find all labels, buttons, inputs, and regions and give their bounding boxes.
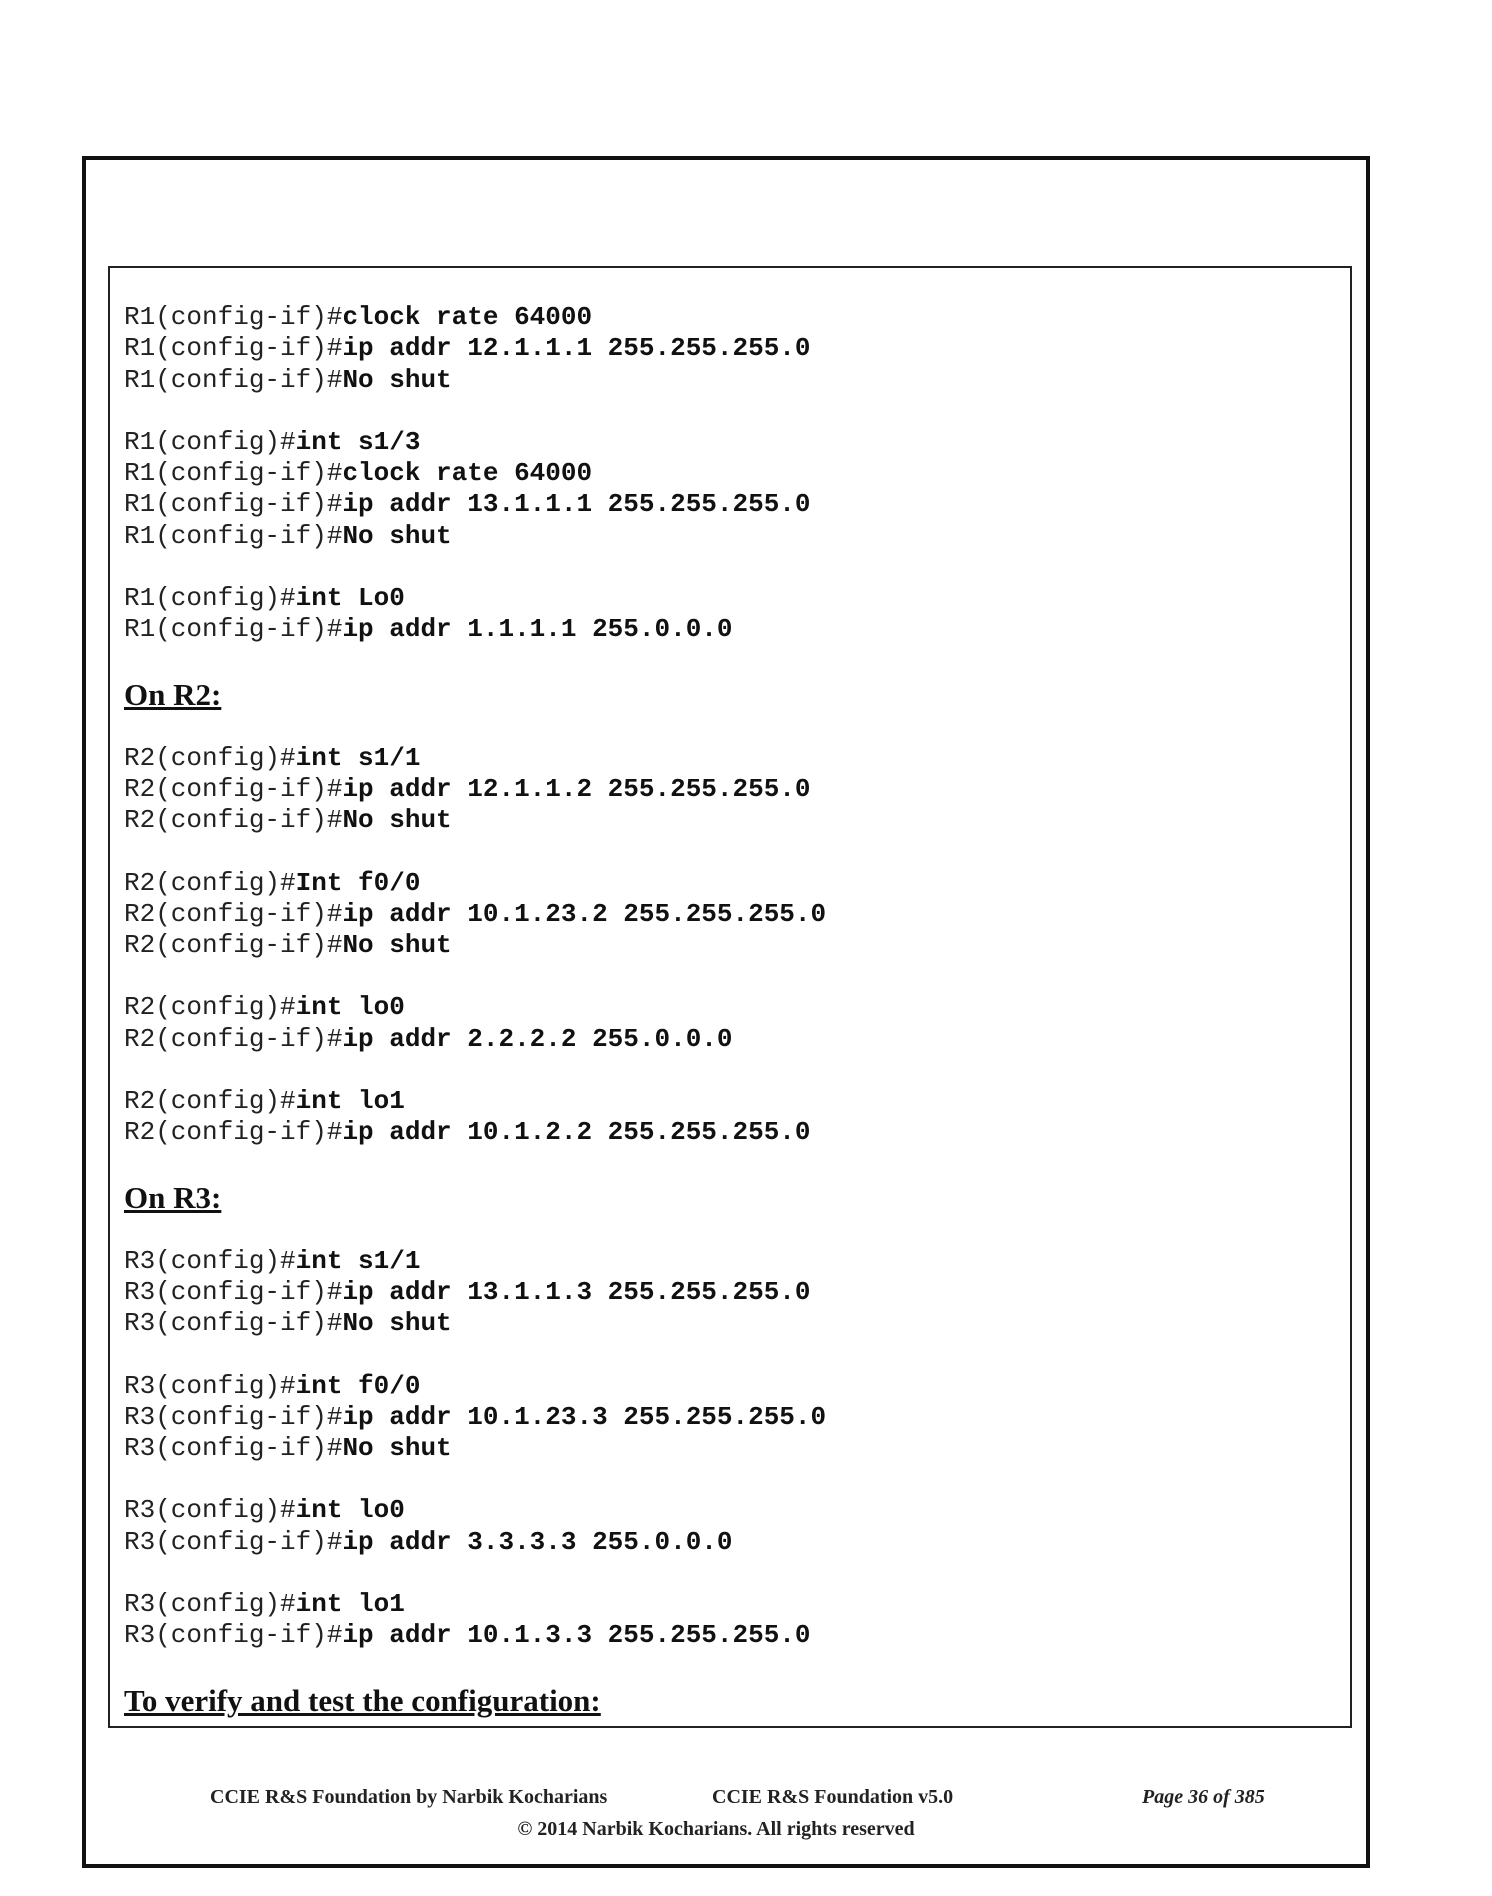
cli-command: ip addr 2.2.2.2 255.0.0.0 <box>342 1023 733 1054</box>
cli-prompt: R3(config-if)# <box>124 1620 343 1651</box>
cli-prompt: R2(config)# <box>124 742 296 773</box>
code-line <box>124 1277 1340 1308</box>
cli-prompt: R3(config)# <box>124 1370 296 1401</box>
section-heading: On R2: <box>124 676 222 712</box>
code-line <box>124 1086 1340 1117</box>
code-block <box>124 1246 1340 1340</box>
content-box <box>108 266 1352 1728</box>
code-line <box>124 614 1340 645</box>
cli-prompt: R3(config-if)# <box>124 1276 343 1307</box>
code-block <box>124 302 1340 396</box>
code-line <box>124 1495 1340 1526</box>
cli-command: int s1/3 <box>295 426 421 457</box>
cli-command: int s1/1 <box>295 1245 421 1276</box>
code-block <box>124 583 1340 646</box>
section-heading: To verify and test the configuration: <box>124 1682 601 1718</box>
cli-command: ip addr 12.1.1.1 255.255.255.0 <box>342 333 811 364</box>
footer-page-number: Page 36 of 385 <box>1142 1786 1265 1808</box>
code-block <box>124 868 1340 962</box>
code-block <box>124 1086 1340 1149</box>
cli-prompt: R3(config-if)# <box>124 1401 343 1432</box>
code-line <box>124 1246 1340 1277</box>
code-block <box>124 1495 1340 1558</box>
code-line <box>124 930 1340 961</box>
footer-copyright: © 2014 Narbik Kocharians. All rights reserved <box>517 1818 915 1840</box>
code-line <box>124 489 1340 520</box>
code-line <box>124 992 1340 1023</box>
cli-prompt: R2(config-if)# <box>124 1023 343 1054</box>
cli-command: ip addr 1.1.1.1 255.0.0.0 <box>342 614 733 645</box>
code-line <box>124 302 1340 333</box>
code-line <box>124 458 1340 489</box>
code-line <box>124 1589 1340 1620</box>
cli-command: Int f0/0 <box>295 867 421 898</box>
code-line <box>124 1117 1340 1148</box>
code-line <box>124 1433 1340 1464</box>
cli-command: ip addr 13.1.1.3 255.255.255.0 <box>342 1276 811 1307</box>
cli-prompt: R2(config-if)# <box>124 1117 343 1148</box>
cli-command: No shut <box>342 805 452 836</box>
cli-prompt: R2(config)# <box>124 1086 296 1117</box>
code-line <box>124 1308 1340 1339</box>
document-content <box>124 302 1340 1728</box>
code-block <box>124 1589 1340 1652</box>
footer-row <box>82 1786 1370 1814</box>
footer-version: CCIE R&S Foundation v5.0 <box>712 1786 954 1808</box>
code-block <box>124 427 1340 552</box>
code-line <box>124 583 1340 614</box>
cli-prompt: R1(config-if)# <box>124 458 343 489</box>
code-line <box>124 899 1340 930</box>
code-line <box>124 521 1340 552</box>
cli-prompt: R1(config-if)# <box>124 520 343 551</box>
cli-command: int lo0 <box>295 1495 405 1526</box>
code-line <box>124 333 1340 364</box>
code-line <box>124 1402 1340 1433</box>
cli-command: ip addr 13.1.1.1 255.255.255.0 <box>342 489 811 520</box>
cli-command: ip addr 10.1.2.2 255.255.255.0 <box>342 1117 811 1148</box>
cli-command: clock rate 64000 <box>342 302 593 332</box>
code-line <box>124 743 1340 774</box>
cli-command: No shut <box>342 1433 452 1464</box>
cli-command: int s1/1 <box>295 742 421 773</box>
cli-command: No shut <box>342 930 452 961</box>
cli-prompt: R1(config-if)# <box>124 489 343 520</box>
code-line <box>124 1024 1340 1055</box>
cli-prompt: R1(config-if)# <box>124 302 343 332</box>
code-line <box>124 774 1340 805</box>
code-block <box>124 1371 1340 1465</box>
cli-command: int lo0 <box>295 992 405 1023</box>
cli-prompt: R1(config-if)# <box>124 614 343 645</box>
code-line <box>124 868 1340 899</box>
section-heading: On R3: <box>124 1179 222 1215</box>
cli-prompt: R2(config)# <box>124 992 296 1023</box>
cli-prompt: R3(config-if)# <box>124 1433 343 1464</box>
cli-command: No shut <box>342 520 452 551</box>
cli-command: ip addr 3.3.3.3 255.0.0.0 <box>342 1526 733 1557</box>
cli-prompt: R2(config-if)# <box>124 930 343 961</box>
cli-command: ip addr 10.1.23.2 255.255.255.0 <box>342 898 827 929</box>
cli-prompt: R3(config-if)# <box>124 1308 343 1339</box>
footer-book-title: CCIE R&S Foundation by Narbik Kocharians <box>210 1786 608 1808</box>
cli-command: clock rate 64000 <box>342 458 593 489</box>
code-line <box>124 1371 1340 1402</box>
cli-prompt: R2(config-if)# <box>124 773 343 804</box>
cli-command: ip addr 10.1.23.3 255.255.255.0 <box>342 1401 827 1432</box>
cli-prompt: R3(config)# <box>124 1495 296 1526</box>
cli-prompt: R2(config-if)# <box>124 805 343 836</box>
cli-prompt: R1(config)# <box>124 426 296 457</box>
cli-prompt: R3(config-if)# <box>124 1526 343 1557</box>
cli-prompt: R3(config)# <box>124 1589 296 1620</box>
cli-prompt: R1(config-if)# <box>124 333 343 364</box>
code-block <box>124 992 1340 1055</box>
page-footer <box>82 1786 1370 1841</box>
cli-command: int Lo0 <box>295 583 405 614</box>
code-line <box>124 1527 1340 1558</box>
cli-command: No shut <box>342 364 452 395</box>
code-line <box>124 427 1340 458</box>
cli-command: No shut <box>342 1308 452 1339</box>
cli-prompt: R1(config)# <box>124 583 296 614</box>
code-line <box>124 1620 1340 1651</box>
cli-command: int f0/0 <box>295 1370 421 1401</box>
cli-prompt: R3(config)# <box>124 1245 296 1276</box>
code-line <box>124 365 1340 396</box>
cli-command: int lo1 <box>295 1589 405 1620</box>
cli-prompt: R2(config)# <box>124 867 296 898</box>
cli-prompt: R2(config-if)# <box>124 898 343 929</box>
code-line <box>124 805 1340 836</box>
cli-command: ip addr 10.1.3.3 255.255.255.0 <box>342 1620 811 1651</box>
cli-command: int lo1 <box>295 1086 405 1117</box>
cli-command: ip addr 12.1.1.2 255.255.255.0 <box>342 773 811 804</box>
cli-prompt: R1(config-if)# <box>124 364 343 395</box>
code-block <box>124 743 1340 837</box>
